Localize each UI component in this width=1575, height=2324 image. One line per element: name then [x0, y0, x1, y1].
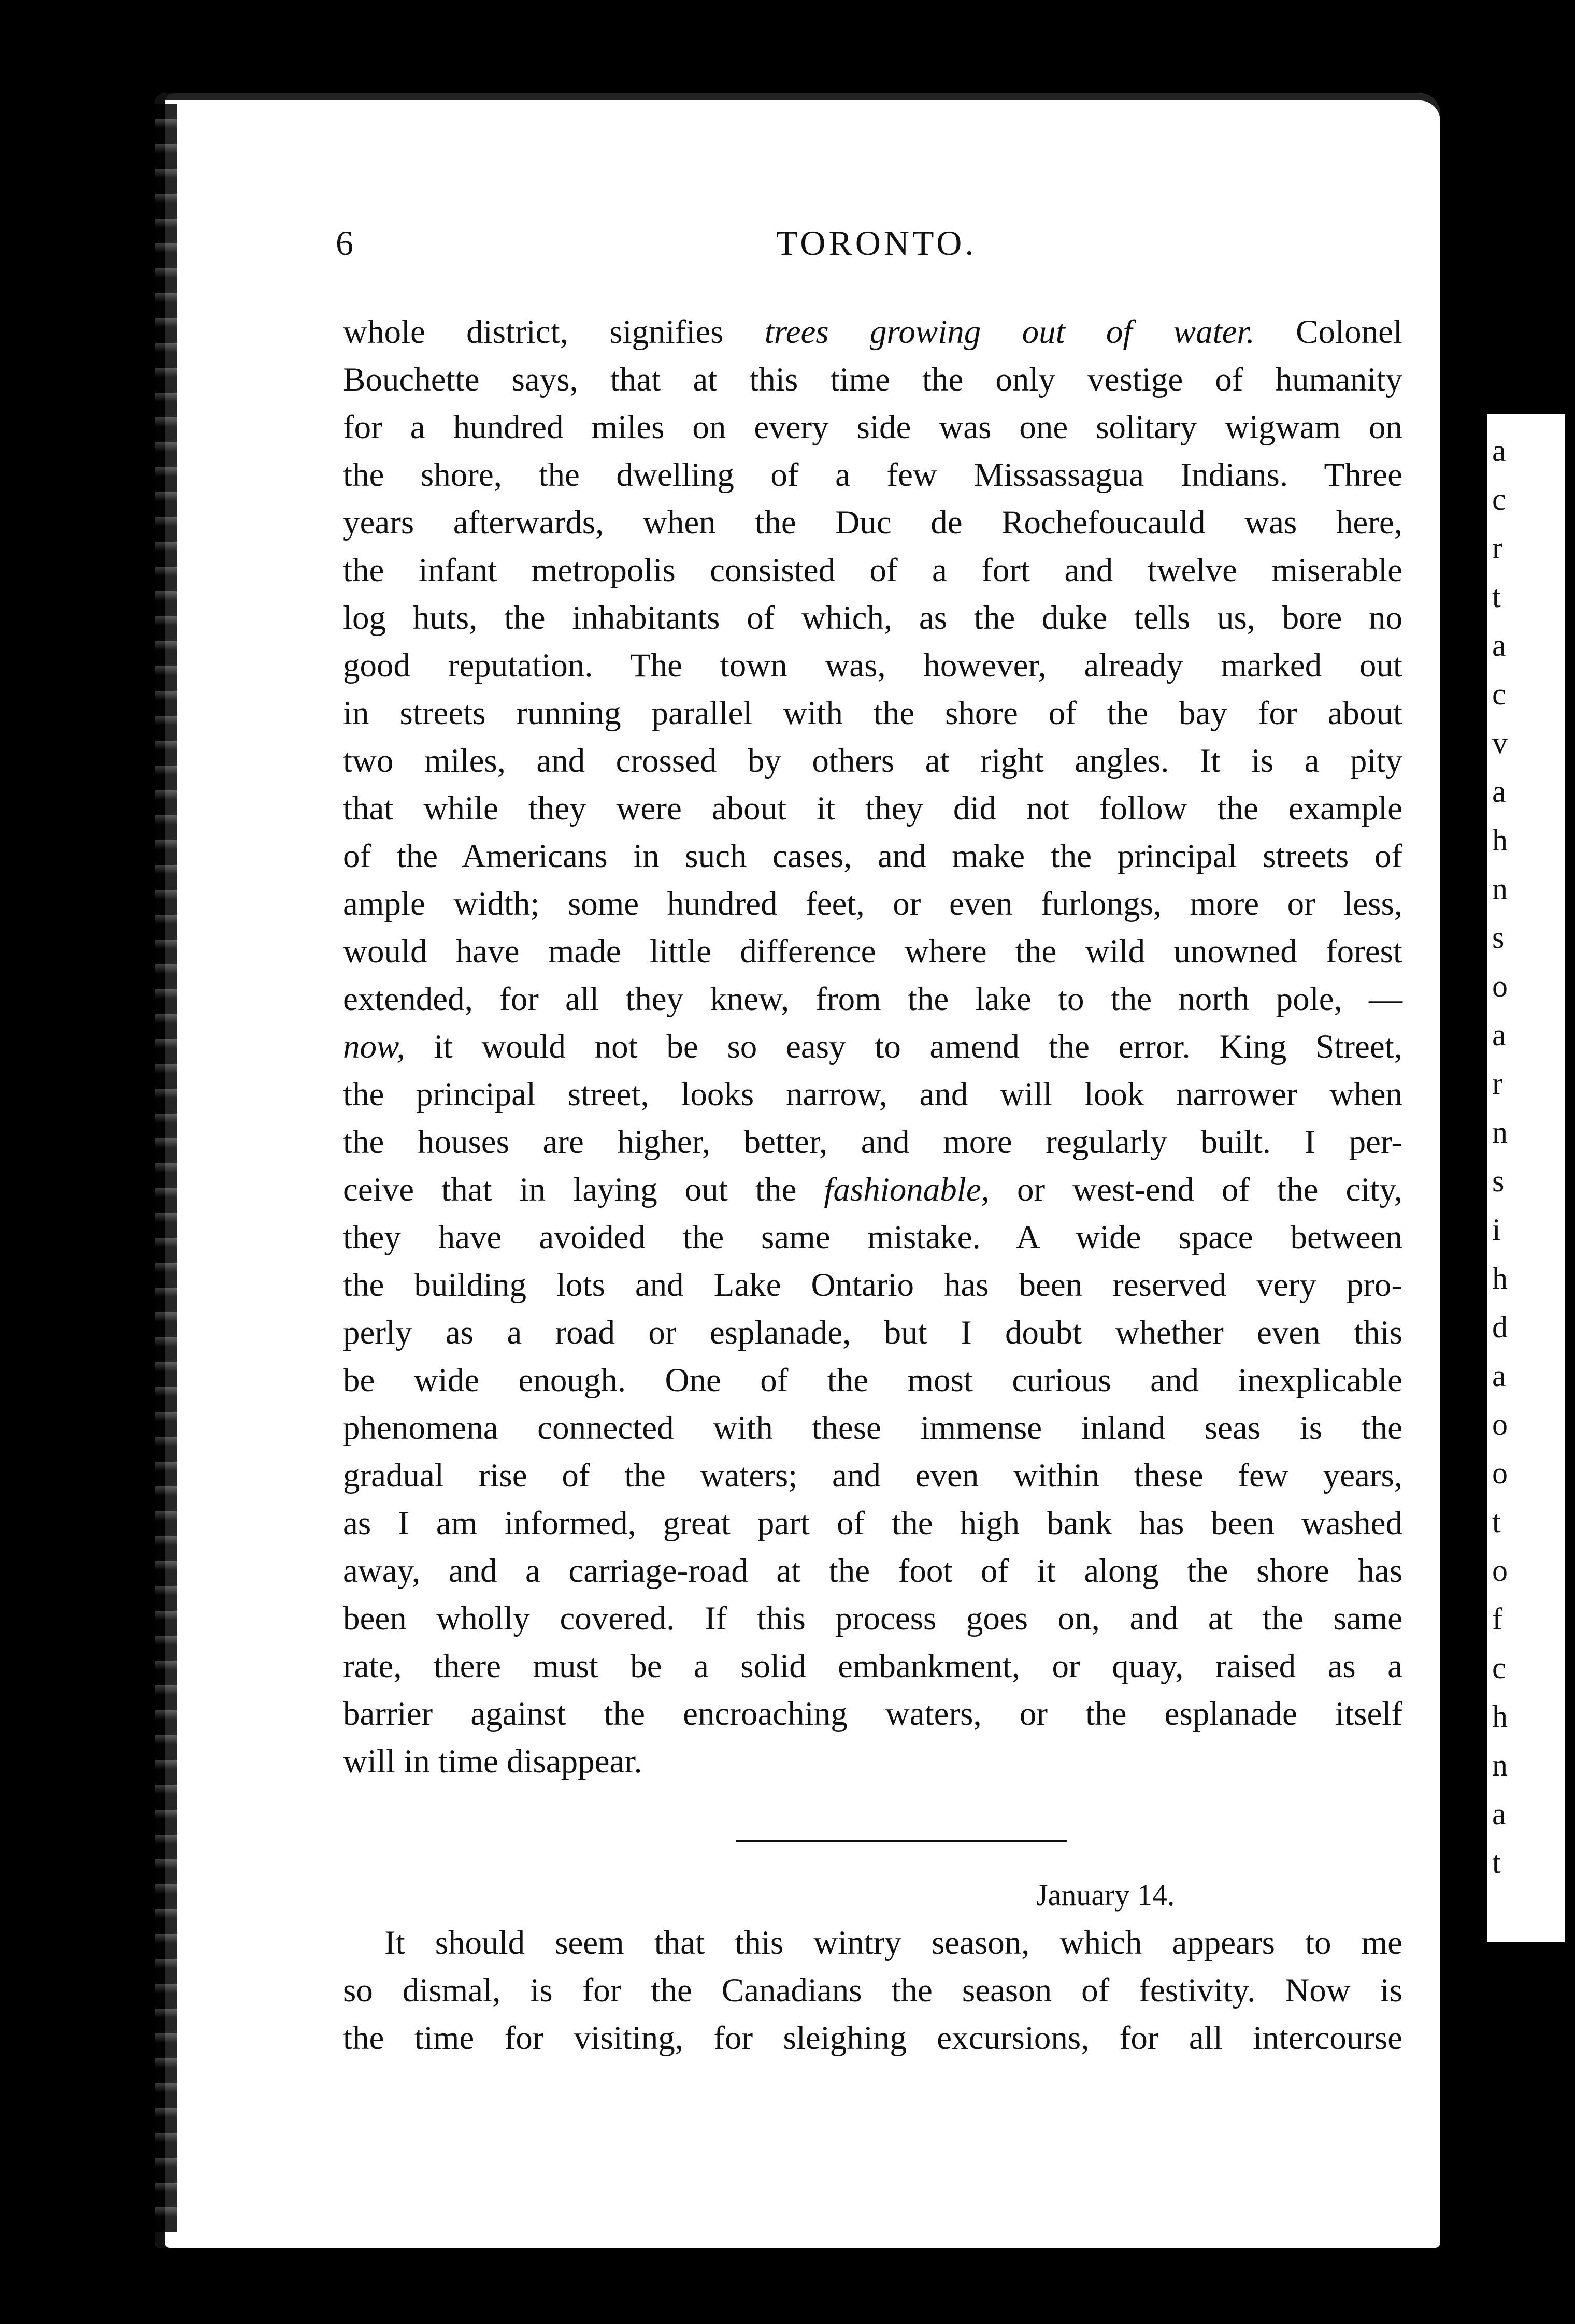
text-line: the shore, the dwelling of a few Missassagua Indians. Three: [343, 456, 1402, 494]
text-line: phenomena connected with these immense inland seas is the: [343, 1409, 1402, 1447]
adjacent-page-glyph: h: [1492, 823, 1508, 857]
text-line: they have avoided the same mistake. A wide space between: [343, 1219, 1402, 1256]
adjacent-page-glyph: o: [1492, 1553, 1508, 1587]
new-entry-paragraph: [343, 1919, 1402, 2062]
adjacent-page-glyph: a: [1492, 1359, 1506, 1393]
adjacent-page-glyph: f: [1492, 1602, 1502, 1636]
adjacent-page-glyph: a: [1492, 434, 1506, 468]
text-line: perly as a road or esplanade, but I doubt whether even this: [343, 1314, 1402, 1351]
running-title: TORONTO.: [776, 223, 977, 263]
adjacent-page-glyph: n: [1492, 1748, 1508, 1782]
text-line: as I am informed, great part of the high bank has been washed: [343, 1505, 1402, 1542]
text-line: rate, there must be a solid embankment, or quay, raised as a: [343, 1648, 1402, 1685]
text-line: been wholly covered. If this process goes on, and at the same: [343, 1600, 1402, 1637]
main-paragraph: [343, 308, 1402, 1785]
adjacent-page-glyph: h: [1492, 1699, 1508, 1734]
text-line: in streets running parallel with the shore of the bay for about: [343, 695, 1402, 732]
text-line: ample width; some hundred feet, or even furlongs, more or less,: [343, 885, 1402, 922]
text-line: log huts, the inhabitants of which, as the duke tells us, bore no: [343, 599, 1402, 637]
adjacent-page-glyph: t: [1492, 1845, 1501, 1880]
adjacent-page-glyph: s: [1492, 1164, 1505, 1198]
adjacent-page-glyph: t: [1492, 1505, 1501, 1539]
text-line: the building lots and Lake Ontario has been reserved very pro-: [343, 1266, 1402, 1304]
text-line: Bouchette says, that at this time the only vestige of humanity: [343, 361, 1402, 398]
text-line: the principal street, looks narrow, and will look narrower when: [343, 1076, 1402, 1113]
text-line: gradual rise of the waters; and even within these few years,: [343, 1457, 1402, 1494]
text-line: be wide enough. One of the most curious and inexplicable: [343, 1362, 1402, 1399]
adjacent-page-glyph: s: [1492, 920, 1505, 955]
adjacent-page-glyph: o: [1492, 1407, 1508, 1441]
adjacent-page-glyph: v: [1492, 726, 1508, 760]
text-line: the time for visiting, for sleighing excursions, for all intercourse: [343, 2019, 1402, 2057]
adjacent-page-glyph: c: [1492, 482, 1506, 516]
adjacent-page-glyph: i: [1492, 1212, 1501, 1247]
text-line: two miles, and crossed by others at right angles. It is a pity: [343, 742, 1402, 780]
entry-date: January 14.: [1036, 1878, 1175, 1912]
adjacent-page-glyph: c: [1492, 1651, 1506, 1685]
adjacent-page-glyph: r: [1492, 531, 1502, 565]
adjacent-page-glyph: d: [1492, 1310, 1508, 1344]
text-line: will in time disappear.: [343, 1743, 642, 1780]
page-number: 6: [336, 223, 353, 263]
page-binding-edge: [155, 104, 177, 2232]
adjacent-page-glyph: a: [1492, 1018, 1506, 1052]
text-line: would have made little difference where the wild unowned forest: [343, 933, 1402, 970]
adjacent-page-glyph: a: [1492, 774, 1506, 809]
adjacent-page-glyph: h: [1492, 1261, 1508, 1295]
adjacent-page-glyph: o: [1492, 1456, 1508, 1490]
adjacent-page-glyph: a: [1492, 628, 1506, 662]
page-header: [336, 223, 1403, 280]
adjacent-page-glyph: r: [1492, 1066, 1502, 1101]
text-line: so dismal, is for the Canadians the season of festivity. Now is: [343, 1972, 1402, 2009]
adjacent-page-glyph: t: [1492, 580, 1501, 614]
text-line: whole district, signifies trees growing out of water. Colonel: [343, 313, 1402, 351]
text-line: extended, for all they knew, from the lake to the north pole, —: [343, 980, 1402, 1018]
adjacent-page-glyph: n: [1492, 872, 1508, 906]
text-line: of the Americans in such cases, and make the principal streets of: [343, 838, 1402, 875]
section-divider: [736, 1840, 1067, 1842]
text-line: It should seem that this wintry season, which appears to me: [384, 1924, 1402, 1961]
text-line: away, and a carriage-road at the foot of it along the shore has: [343, 1552, 1402, 1590]
adjacent-page-glyph: a: [1492, 1797, 1506, 1831]
adjacent-page-glyph: c: [1492, 677, 1506, 711]
text-line: now, it would not be so easy to amend the error. King Street,: [343, 1028, 1402, 1065]
text-line: the houses are higher, better, and more regularly built. I per-: [343, 1123, 1402, 1161]
text-line: the infant metropolis consisted of a fort and twelve miserable: [343, 552, 1402, 589]
text-line: barrier against the encroaching waters, or the esplanade itself: [343, 1695, 1402, 1733]
text-line: that while they were about it they did not follow the example: [343, 790, 1402, 827]
adjacent-page-glyph: o: [1492, 969, 1508, 1003]
text-line: good reputation. The town was, however, already marked out: [343, 647, 1402, 684]
text-line: ceive that in laying out the fashionable, or west-end of the city,: [343, 1171, 1403, 1208]
adjacent-page-strip: [1487, 414, 1575, 1942]
text-line: for a hundred miles on every side was one solitary wigwam on: [343, 409, 1402, 446]
text-line: years afterwards, when the Duc de Rochefoucauld was here,: [343, 504, 1402, 541]
adjacent-page-glyph: n: [1492, 1115, 1508, 1149]
